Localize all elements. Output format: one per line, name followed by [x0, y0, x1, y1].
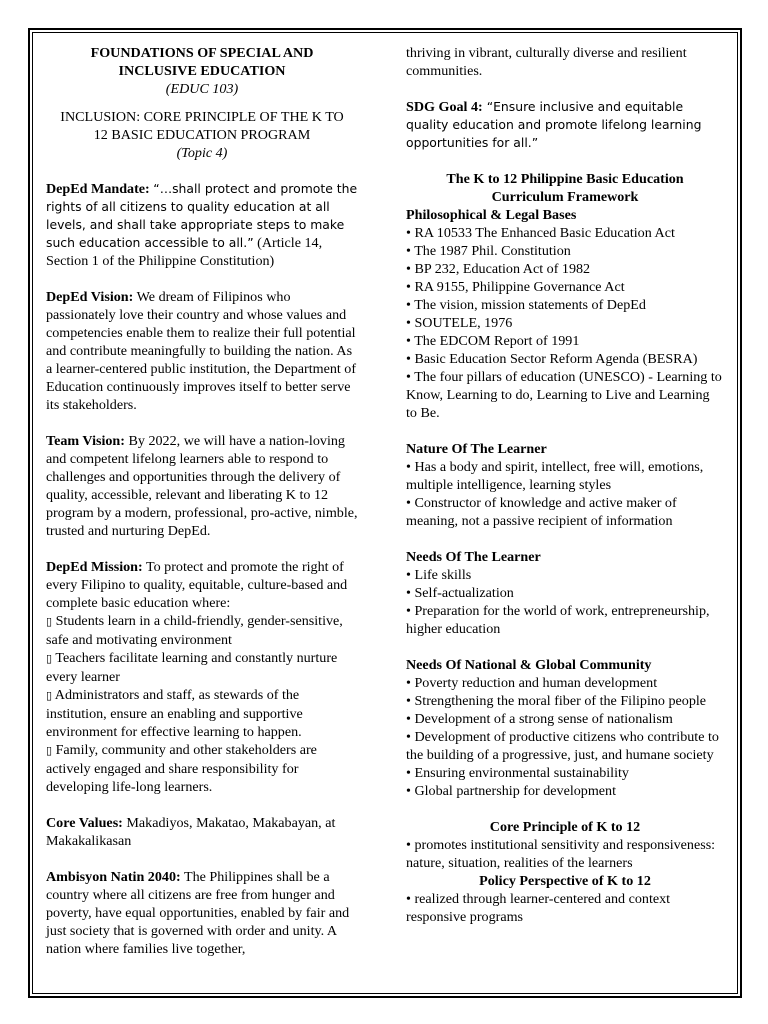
box-glyph-icon: ▯ [46, 689, 53, 702]
list-item: • The vision, mission statements of DepEd [406, 297, 646, 313]
list-item: • Development of productive citizens who contribute to the building of a progressive, just, and humane society [406, 729, 719, 763]
deped-mission: DepEd Mission: To protect and promote the right of every Filipino to quality, equitable, culture-based and complete basic education where: [46, 559, 348, 611]
list-item: • Preparation for the world of work, entrepreneurship, higher education [406, 603, 710, 637]
community-heading: Needs Of National & Global Community [406, 657, 652, 673]
document-title: FOUNDATIONS OF SPECIAL AND INCLUSIVE EDUCATION [90, 45, 314, 79]
box-glyph-icon: ▯ [46, 652, 53, 665]
list-item: • Self-actualization [406, 585, 514, 601]
community-list [406, 674, 724, 800]
list-item: • Constructor of knowledge and active maker of meaning, not a passive recipient of information [406, 495, 677, 529]
list-item: • Life skills [406, 567, 472, 583]
core-values: Core Values: Makadiyos, Makatao, Makabayan, at Makakalikasan [46, 815, 336, 849]
deped-mandate: DepEd Mandate: “…shall protect and promote the rights of all citizens to quality education at all levels, and shall take appropriate steps to make such education accessible to all.” (Article 14, Section 1 of the Philippine Constitution) [46, 181, 358, 269]
bases-list [406, 224, 724, 422]
bases-heading: Philosophical & Legal Bases [406, 207, 577, 223]
ambisyon-natin: Ambisyon Natin 2040: The Philippines shall be a country where all citizens are free from hunger and poverty, have equal opportunities, enabled by fair and just society that is governed with order and unity. A nation where families live together, [46, 869, 350, 957]
list-item: • SOUTELE, 1976 [406, 315, 513, 331]
core-principle-heading: Core Principle of K to 12 [489, 819, 641, 835]
list-item: • The 1987 Phil. Constitution [406, 243, 571, 259]
list-item: • Poverty reduction and human development [406, 675, 658, 691]
policy-text: • realized through learner-centered and context responsive programs [406, 891, 671, 925]
list-item: • Development of a strong sense of nationalism [406, 711, 673, 727]
nature-list [406, 458, 724, 530]
list-item: • Has a body and spirit, intellect, free will, emotions, multiple intelligence, learning styles [406, 459, 704, 493]
list-item: • The four pillars of education (UNESCO) - Learning to Know, Learning to do, Learning to Live and Learning to Be. [406, 369, 722, 421]
ambisyon-continued: thriving in vibrant, culturally diverse and resilient communities. [406, 45, 687, 79]
list-item: ▯ Administrators and staff, as stewards of the institution, ensure an enabling and supportive environment for effective learning to happen. [46, 687, 303, 740]
list-item: • BP 232, Education Act of 1982 [406, 261, 591, 277]
list-item: ▯ Students learn in a child-friendly, gender-sensitive, safe and motivating environment [46, 613, 343, 648]
list-item: • The EDCOM Report of 1991 [406, 333, 580, 349]
left-column [46, 44, 358, 958]
sdg-goal: SDG Goal 4: “Ensure inclusive and equitable quality education and promote lifelong learning opportunities for all.” [406, 99, 702, 150]
nature-heading: Nature Of The Learner [406, 441, 547, 457]
course-code: (EDUC 103) [165, 81, 239, 97]
core-principle-text: • promotes institutional sensitivity and responsiveness: nature, situation, realities of the learners [406, 837, 716, 871]
needs-list [406, 566, 724, 638]
list-item: • RA 9155, Philippine Governance Act [406, 279, 625, 295]
box-glyph-icon: ▯ [46, 615, 53, 628]
mission-list [46, 612, 358, 796]
topic-number: (Topic 4) [176, 145, 228, 161]
needs-heading: Needs Of The Learner [406, 549, 541, 565]
list-item: • Ensuring environmental sustainability [406, 765, 629, 781]
policy-heading: Policy Perspective of K to 12 [479, 873, 651, 889]
deped-vision: DepEd Vision: We dream of Filipinos who passionately love their country and whose values and competencies enable them to realize their full potential and contribute meaningfully to building the nation. As a learner-centered public institution, the Department of Education continuously improves itself to better serve its stakeholders. [46, 289, 357, 413]
framework-title: The K to 12 Philippine Basic Education Curriculum Framework [446, 171, 684, 205]
list-item: ▯ Teachers facilitate learning and constantly nurture every learner [46, 650, 338, 685]
list-item: • Global partnership for development [406, 783, 617, 799]
list-item: ▯ Family, community and other stakeholders are actively engaged and share responsibility for developing life-long learners. [46, 742, 317, 795]
topic-title: INCLUSION: CORE PRINCIPLE OF THE K TO 12 BASIC EDUCATION PROGRAM [60, 109, 344, 143]
list-item: • Basic Education Sector Reform Agenda (BESRA) [406, 351, 698, 367]
list-item: • RA 10533 The Enhanced Basic Education Act [406, 225, 675, 241]
box-glyph-icon: ▯ [46, 744, 53, 757]
right-column [406, 44, 724, 926]
team-vision: Team Vision: By 2022, we will have a nation-loving and competent lifelong learners able to respond to challenges and opportunities through the delivery of quality, accessible, relevant and liberating K to 12 program by a modern, professional, pro-active, nimble, trusted and nurturing DepEd. [46, 433, 358, 539]
list-item: • Strengthening the moral fiber of the Filipino people [406, 693, 707, 709]
